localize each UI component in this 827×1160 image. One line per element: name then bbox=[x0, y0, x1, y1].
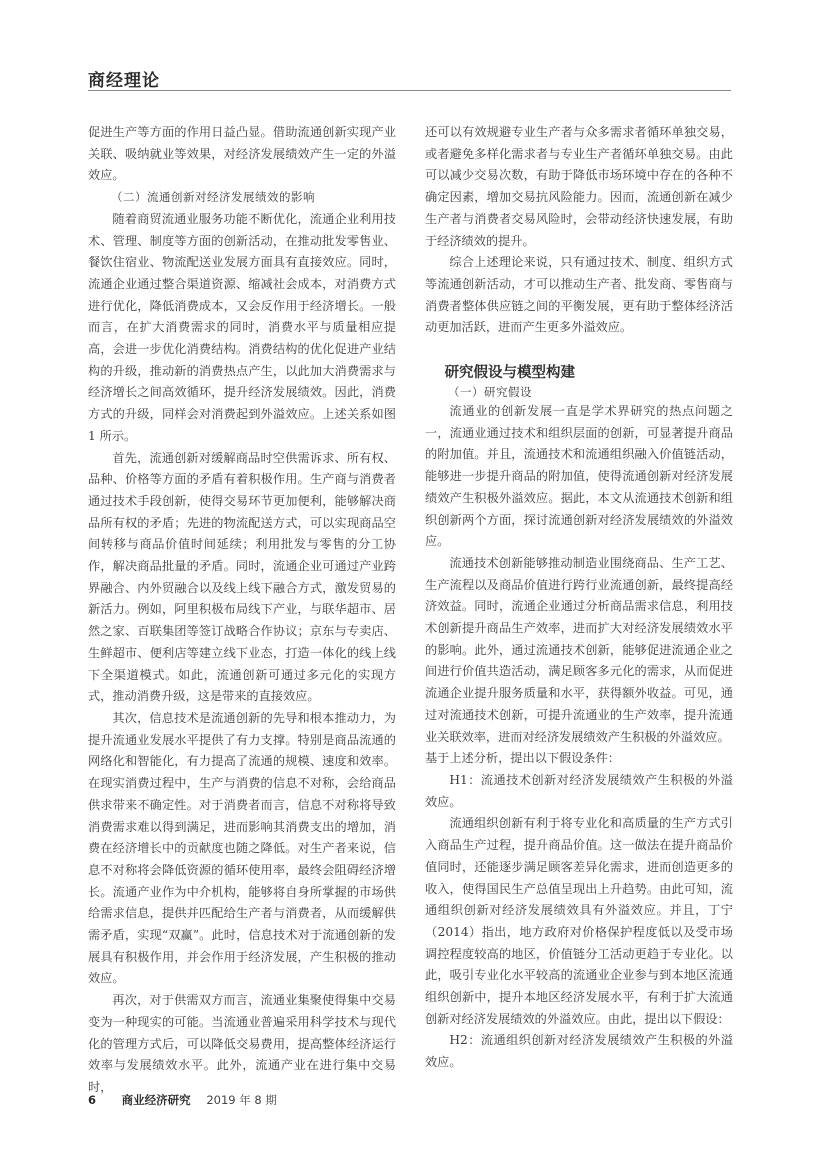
paragraph: 综合上述理论来说，只有通过技术、制度、组织方式等流通创新活动，才可以推动生产者、批发商、零售商与消费者整体供应链之间的平衡发展，更有助于整体经济活动更加活跃，进而产生更多外溢效应。 bbox=[425, 255, 733, 335]
subheading: （二）流通创新对经济发展绩效的影响 bbox=[111, 190, 315, 205]
page-footer bbox=[88, 1092, 277, 1108]
hypothesis-h2: H2：流通组织创新对经济发展绩效产生积极的外溢效应。 bbox=[425, 1033, 733, 1070]
left-column bbox=[88, 122, 396, 1099]
issue-label: 2019 年 8 期 bbox=[206, 1093, 277, 1107]
subheading: （一）研究假设 bbox=[448, 385, 532, 400]
right-column bbox=[425, 122, 733, 1074]
header-divider bbox=[88, 90, 731, 91]
paragraph: 流通组织创新有利于将专业化和高质量的生产方式引入商品生产过程，提升商品价值。这一做法在提升商品价值同时，还能逐步满足顾客差异化需求，进而创造更多的收入，使得国民生产总值呈现出上升趋势。由此可知，流通组织创新对经济发展绩效具有外溢效应。并且，丁宁（2014）指出，地方政府对价格保护程度低以及受市场调控程度较高的地区，价值链分工活动更趋于专业化。以此，吸引专业化水平较高的流通业企业参与到本地区流通组织创新中，提升本地区经济发展水平，有利于扩大流通创新对经济发展绩效的外溢效应。由此，提出以下假设： bbox=[425, 816, 733, 1026]
paragraph: 首先，流通创新对缓解商品时空供需诉求、所有权、品种、价格等方面的矛盾有着积极作用。生产商与消费者通过技术手段创新，使得交易环节更加便利，能够解决商品所有权的矛盾；先进的物流配送方式，可以实现商品空间转移与商品价值时间延续；利用批发与零售的分工协作，解决商品批量的矛盾。同时，流通企业可通过产业跨界融合、内外贸融合以及线上线下融合方式，激发贸易的新活力。例如，阿里积极布局线下产业，与联华超市、居然之家、百联集团等签订战略合作协议；京东与专卖店、生鲜超市、便利店等建立线下业态，打造一体化的线上线下全渠道模式。如此，流通创新可通过多元化的实现方式，推动消费升级，这是带来的直接效应。 bbox=[88, 450, 396, 704]
paragraph: 流通技术创新能够推动制造业围绕商品、生产工艺、生产流程以及商品价值进行跨行业流通创新，最终提高经济效益。同时，流通企业通过分析商品需求信息，利用技术创新提升商品生产效率，进而扩大对经济发展绩效水平的影响。此外，通过流通技术创新，能够促进流通企业之间进行价值共造活动，满足顾客多元化的需求，从而促进流通企业提升服务质量和水平，获得额外收益。可见，通过对流通技术创新，可提升流通业的生产效率，提升流通业关联效率，进而对经济发展绩效产生积极的外溢效应。 bbox=[425, 555, 733, 744]
section-header-title: 商经理论 bbox=[88, 71, 160, 91]
paragraph: 其次，信息技术是流通创新的先导和根本推动力，为提升流通业发展水平提供了有力支撑。特别是商品流通的网络化和智能化，有力提高了流通的规模、速度和效率。在现实消费过程中，生产与消费的信息不对称，会给商品供求带来不确定性。对于消费者而言，信息不对称将导致消费需求难以得到满足，进而影响其消费支出的增加，消费在经济增长中的贡献度也随之降低。对生产者来说，信息不对称将会降低资源的循环使用率，最终会阻碍经济增长。流通产业作为中介机构，能够将自身所掌握的市场供给需求信息，提供并匹配给生产者与消费者，从而缓解供需矛盾，实现“双赢”。此时，信息技术对于流通创新的发展具有积极作用，并会作用于经济发展，产生积极的推动效应。 bbox=[88, 710, 396, 986]
paragraph: 流通业的创新发展一直是学术界研究的热点问题之一，流通业通过技术和组织层面的创新，可显著提升商品的附加值。并且，流通技术和流通组织融入价值链活动，能够进一步提升商品的附加值，使得流通创新对经济发展绩效产生积极外溢效应。据此，本文从流通技术创新和组织创新两个方面，探讨流通创新对经济发展绩效的外溢效应。 bbox=[425, 404, 733, 549]
section-heading: 研究假设与模型构建 bbox=[444, 365, 576, 382]
journal-name: 商业经济研究 bbox=[121, 1093, 191, 1107]
page-number: 6 bbox=[88, 1093, 97, 1107]
paragraph: 随着商贸流通业服务功能不断优化，流通企业利用技术、管理、制度等方面的创新活动，在推动批发零售业、餐饮住宿业、物流配送业发展方面具有直接效应。同时，流通企业通过整合渠道资源、缩减社会成本，对消费方式进行优化，降低消费成本，又会反作用于经济增长。一般而言，在扩大消费需求的同时，消费水平与质量相应提高，会进一步优化消费结构。消费结构的优化促进产业结构的升级，推动新的消费热点产生，以此加大消费需求与经济增长之间高效循环，提升经济发展绩效。因此，消费方式的升级，同样会对消费起到外溢效应。上述关系如图 1 所示。 bbox=[88, 211, 396, 443]
paragraph: 还可以有效规避专业生产者与众多需求者循环单独交易，或者避免多样化需求者与专业生产者循环单独交易。由此可以减少交易次数，有助于降低市场环境中存在的各种不确定因素，增加交易抗风险能力。因而，流通创新在减少生产者与消费者交易风险时，会带动经济快速发展，有助于经济绩效的提升。 bbox=[425, 125, 733, 248]
paragraph: 基于上述分析，提出以下假设条件： bbox=[425, 751, 620, 766]
paragraph: 促进生产等方面的作用日益凸显。借助流通创新实现产业关联、吸纳就业等效果，对经济发展绩效产生一定的外溢效应。 bbox=[88, 125, 396, 183]
paragraph: 再次，对于供需双方而言，流通业集聚使得集中交易变为一种现实的可能。当流通业普遍采用科学技术与现代化的管理方式后，可以降低交易费用，提高整体经济运行效率与发展绩效水平。此外，流通产业在进行集中交易时， bbox=[88, 993, 396, 1094]
hypothesis-h1: H1：流通技术创新对经济发展绩效产生积极的外溢效应。 bbox=[425, 772, 733, 809]
